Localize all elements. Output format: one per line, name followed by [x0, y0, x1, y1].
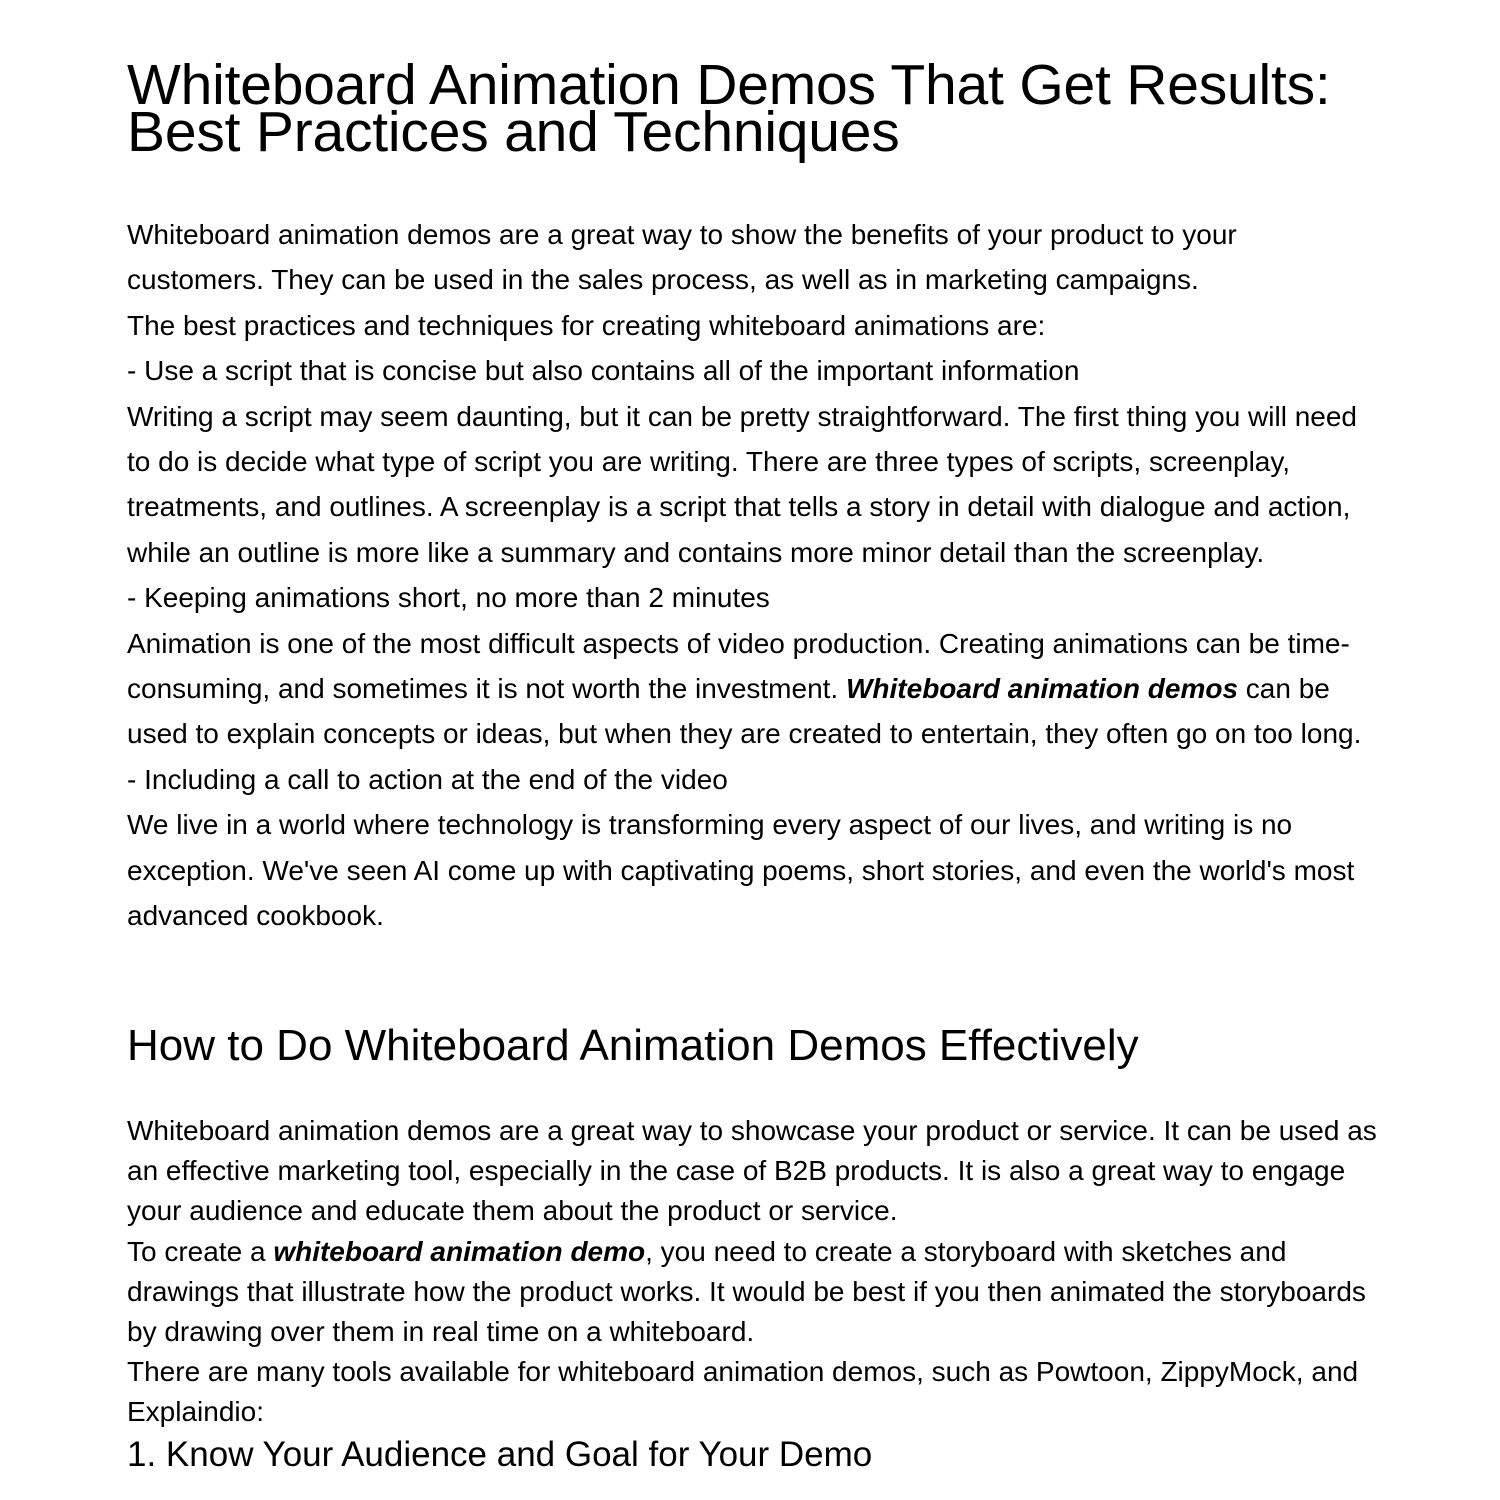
storyboard-text-start: To create a: [127, 1235, 274, 1267]
bullet-call-to-action: - Including a call to action at the end of the video: [127, 763, 728, 795]
emphasis-whiteboard-animation-demo: whiteboard animation demo: [273, 1235, 646, 1267]
section-heading-audience: 1. Know Your Audience and Goal for Your Demo: [127, 1435, 873, 1474]
bullet-script: - Use a script that is concise but also contains all of the important information: [127, 355, 1080, 387]
document-title: Whiteboard Animation Demos That Get Results: Best Practices and Techniques: [127, 53, 1331, 164]
animation-text-end: can be used to explain concepts or ideas, but when they are created to entertain, they often go on too long.: [127, 673, 1362, 750]
document-page: [127, 0, 1377, 1500]
storyboard-paragraph: [127, 1232, 1377, 1353]
animation-text-start: Animation is one of the most difficult aspects of video production. Creating animations can be time-consuming, and sometimes it is not worth the investment.: [127, 627, 1350, 705]
intro-section: [127, 212, 1377, 939]
storyboard-text-end: , you need to create a storyboard with sketches and drawings that illustrate how the product works. It would be best if you then animated the storyboards by drawing over them in real time on a whiteboard.: [127, 1235, 1366, 1348]
animation-paragraph: [127, 621, 1377, 757]
practices-intro: The best practices and techniques for creating whiteboard animations are:: [127, 309, 1046, 341]
script-paragraph: Writing a script may seem daunting, but it can be pretty straightforward. The first thing you will need to do is decide what type of script you are writing. There are three types of scripts, screenplay, treatments, and outlines. A screenplay is a script that tells a story in detail with dialogue and action, while an outline is more like a summary and contains more minor detail than the screenplay.: [127, 400, 1357, 568]
technology-paragraph: We live in a world where technology is transforming every aspect of our lives, and writing is no exception. We've seen AI come up with captivating poems, short stories, and even the world's most advanced cookbook.: [127, 809, 1355, 932]
showcase-paragraph: Whiteboard animation demos are a great way to showcase your product or service. It can be used as an effective marketing tool, especially in the case of B2B products. It is also a great way to engage your audience and educate them about the product or service.: [127, 1115, 1377, 1227]
effectively-section: [127, 1111, 1377, 1433]
emphasis-whiteboard-animation-demos: Whiteboard animation demos: [846, 673, 1239, 705]
bullet-short: - Keeping animations short, no more than 2 minutes: [127, 582, 770, 614]
section-heading-effectively: How to Do Whiteboard Animation Demos Effectively: [127, 1021, 1139, 1070]
tools-paragraph: There are many tools available for whiteboard animation demos, such as Powtoon, ZippyMock, and Explaindio:: [127, 1356, 1359, 1428]
intro-paragraph: Whiteboard animation demos are a great way to show the benefits of your product to your customers. They can be used in the sales process, as well as in marketing campaigns.: [127, 219, 1237, 296]
